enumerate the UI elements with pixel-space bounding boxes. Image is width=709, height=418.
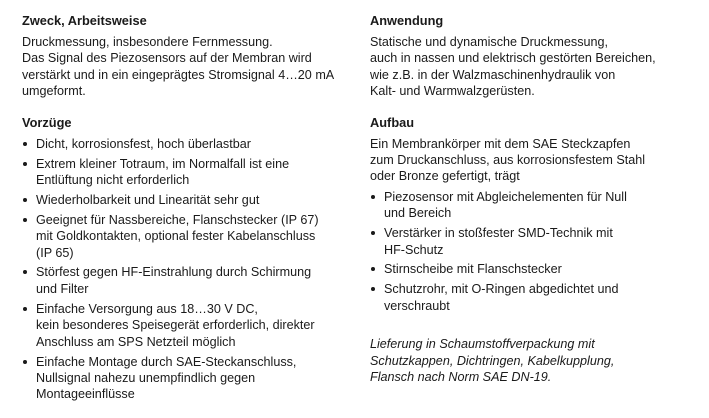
- construction-section: [370, 115, 700, 315]
- delivery-note: Lieferung in Schaumstoffverpackung mit Schutzkappen, Dichtringen, Kabelkupplung, Flansch nach Norm SAE DN-19.: [370, 337, 615, 384]
- list-item: Einfache Versorgung aus 18…30 V DC, kein besonderes Speisegerät erforderlich, direkter Anschluss am SPS Netzteil möglich: [22, 301, 350, 350]
- list-item: Einfache Montage durch SAE-Steckanschluss, Nullsignal nahezu unempfindlich gegen Montageeinflüsse: [22, 354, 350, 403]
- purpose-text: Druckmessung, insbesondere Fernmessung. Das Signal des Piezosensors auf der Membran wird verstärkt und in ein eingeprägtes Stromsignal 4…20 mA umgeformt.: [22, 35, 335, 99]
- construction-list: [370, 189, 700, 314]
- list-item: Extrem kleiner Totraum, im Normalfall ist eine Entlüftung nicht erforderlich: [22, 156, 350, 189]
- list-item: Geeignet für Nassbereiche, Flanschstecker (IP 67) mit Goldkontakten, optional fester Kabelanschluss (IP 65): [22, 212, 350, 261]
- advantages-heading: Vorzüge: [22, 114, 72, 130]
- list-item: Störfest gegen HF-Einstrahlung durch Schirmung und Filter: [22, 264, 350, 297]
- list-item: Schutzrohr, mit O-Ringen abgedichtet und verschraubt: [370, 281, 700, 314]
- advantages-list: [22, 136, 350, 403]
- list-item: Wiederholbarkeit und Linearität sehr gut: [22, 192, 350, 208]
- purpose-section: [22, 13, 350, 100]
- application-heading: Anwendung: [370, 13, 444, 28]
- purpose-heading: Zweck, Arbeitsweise: [22, 13, 147, 28]
- application-section: [370, 13, 700, 100]
- right-column: [370, 13, 700, 385]
- construction-heading: Aufbau: [370, 114, 415, 130]
- advantages-section: [22, 115, 350, 403]
- construction-text: Ein Membrankörper mit dem SAE Steckzapfen zum Druckanschluss, aus korrosionsfestem Stahl oder Bronze gefertigt, trägt: [370, 136, 646, 184]
- list-item: Piezosensor mit Abgleichelementen für Null und Bereich: [370, 189, 700, 222]
- list-item: Stirnscheibe mit Flanschstecker: [370, 261, 700, 277]
- application-text: Statische und dynamische Druckmessung, auch in nassen und elektrisch gestörten Bereichen, wie z.B. in der Walzmaschinenhydraulik von Kalt- und Warmwalzgerüsten.: [370, 35, 656, 99]
- left-column: [22, 13, 350, 418]
- list-item: Verstärker in stoßfester SMD-Technik mit HF-Schutz: [370, 225, 700, 258]
- list-item: Dicht, korrosionsfest, hoch überlastbar: [22, 136, 350, 152]
